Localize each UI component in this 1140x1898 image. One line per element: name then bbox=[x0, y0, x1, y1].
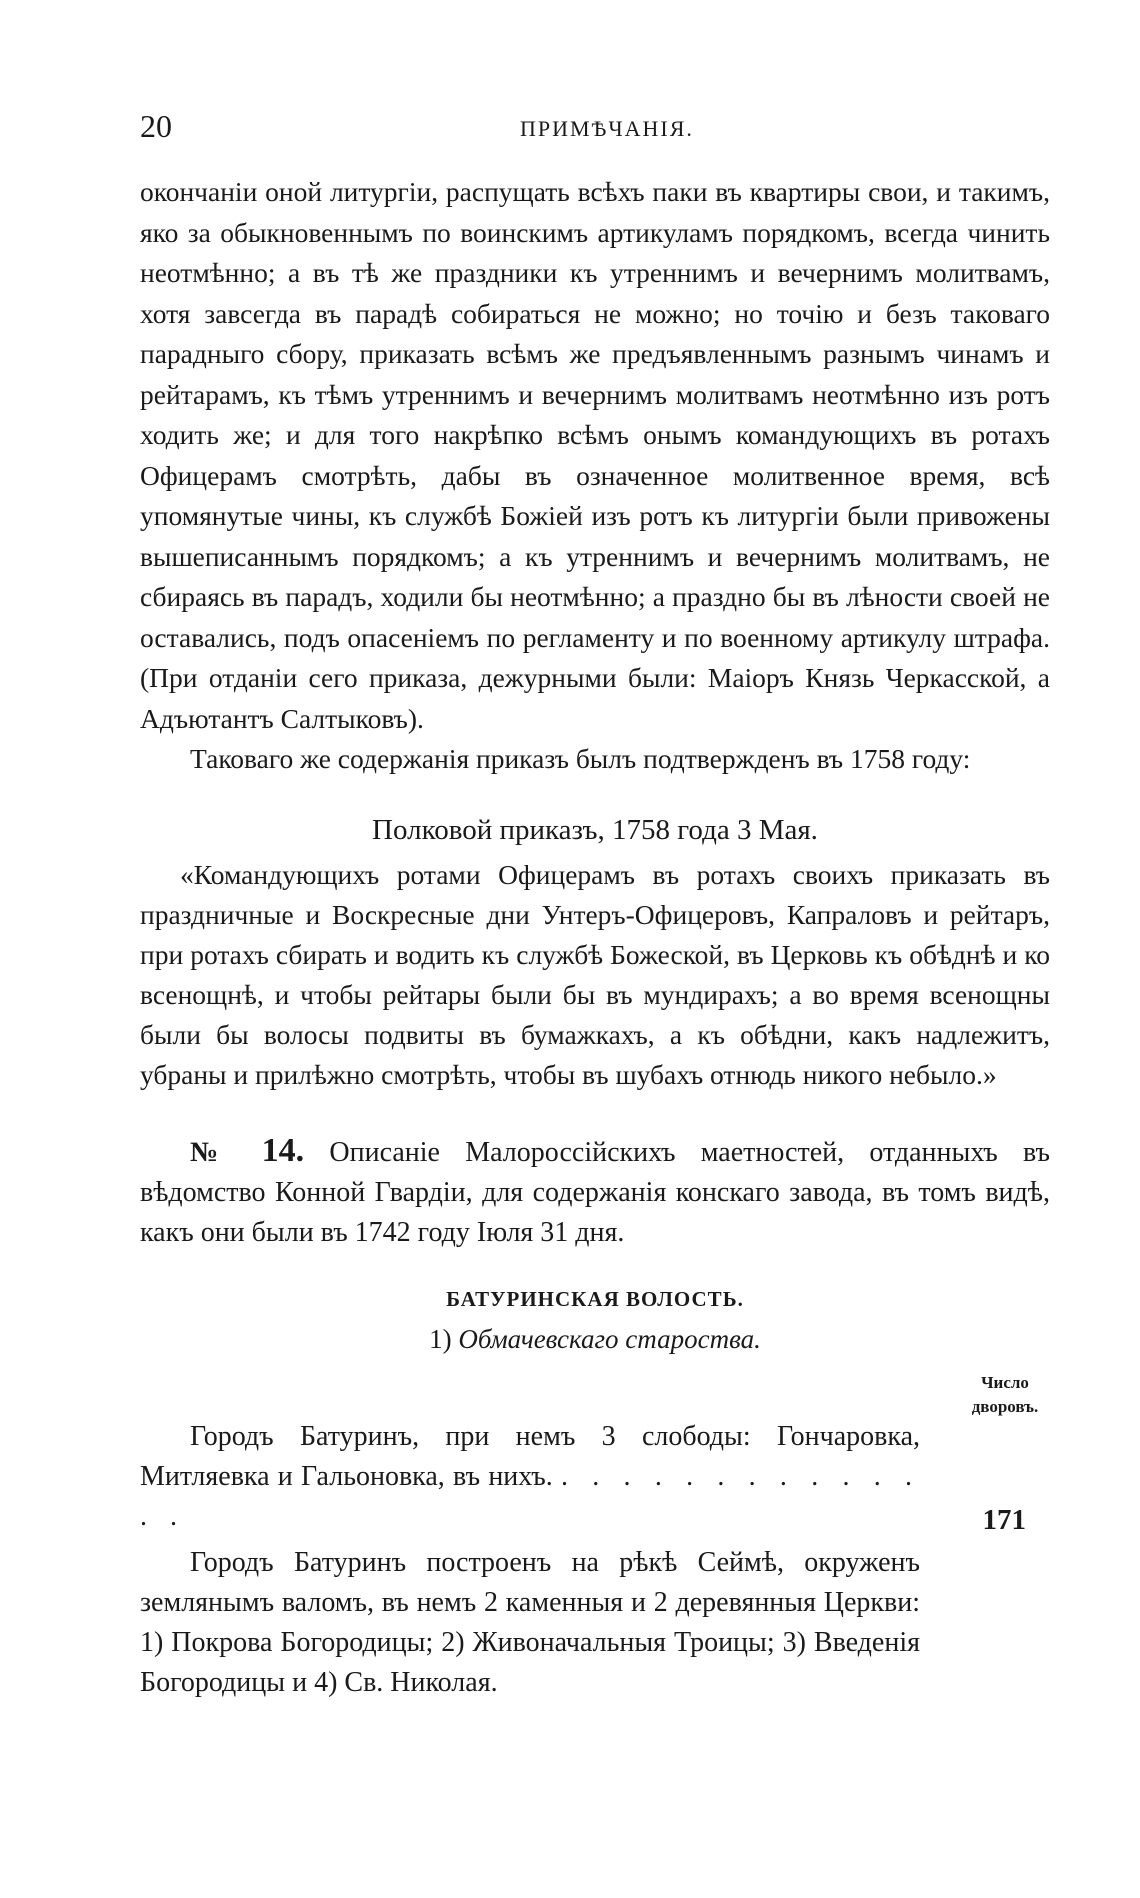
town-description: Городъ Батуринъ построенъ на рѣкѣ Сеймѣ, окруженъ землянымъ валомъ, въ немъ 2 каменныя и 2 деревянныя Церкви: 1) Покрова Богородицы; 2) Живоначальныя Троицы; 3) Введенія Богородицы и 4) Св. Николая. bbox=[140, 1546, 920, 1698]
number-spacer bbox=[236, 1137, 261, 1168]
households-entry bbox=[140, 1372, 1050, 1537]
households-count: 171 bbox=[982, 1503, 1026, 1536]
volost-heading: БАТУРИНСКАЯ ВОЛОСТЬ. bbox=[446, 1286, 744, 1311]
order-heading: Полковой приказъ, 1758 года 3 Мая. bbox=[372, 813, 818, 846]
entry-text bbox=[140, 1417, 920, 1537]
page-number: 20 bbox=[140, 108, 172, 144]
continued-paragraph: окончаніи оной литургіи, распущать всѣхъ паки въ квартиры свои, и такимъ, яко за обыкновеннымъ по воинскимъ артикуламъ порядкомъ, всегда чинить неотмѣнно; а въ тѣ же праздники къ утреннимъ и вечернимъ молитвамъ, хотя завсегда въ парадѣ собираться не можно; но точію и безъ таковаго парадныго сбору, приказать всѣмъ же предъявленнымъ разнымъ чинамъ и рейтарамъ, къ тѣмъ утреннимъ и вечернимъ молитвамъ неотмѣнно изъ ротъ ходить же; и для того накрѣпко всѣмъ онымъ командующихъ въ ротахъ Офицерамъ смотрѣть, дабы въ означенное молитвенное время, всѣ упомянутые чины, къ службѣ Божіей изъ ротъ къ литургіи были привожены вышеписаннымъ порядкомъ; а къ утреннимъ и вечернимъ молитвамъ, не сбираясь въ парадъ, ходили бы неотмѣнно; а праздно бы въ лѣности своей не оставались, подъ опасеніемъ по регламенту и по военному артикулу штрафа. (При отданіи сего приказа, дежурными были: Маіоръ Князь Черкасской, а Адъютантъ Салтыковъ). bbox=[140, 176, 1050, 734]
number-sign: № bbox=[190, 1136, 237, 1168]
starostvo-number: 1) bbox=[429, 1323, 452, 1354]
starostvo-heading bbox=[140, 1324, 1050, 1355]
column-header-line-2: дворовъ. bbox=[971, 1396, 1039, 1416]
confirmation-paragraph: Таковаго же содержанія приказъ былъ подтвержденъ въ 1758 году: bbox=[190, 743, 971, 774]
document-title-text: Описаніе Малороссійскихъ маетностей, отданныхъ въ вѣдомство Конной Гвардіи, для содержанія конскаго завода, въ томъ видѣ, какъ они были въ 1742 году Іюля 31 дня. bbox=[140, 1136, 1050, 1248]
column-header bbox=[960, 1371, 1050, 1419]
title-spacer bbox=[304, 1137, 329, 1168]
page-body bbox=[140, 172, 1050, 1703]
order-quote: «Командующихъ ротами Офицерамъ въ ротахъ своихъ приказать въ праздничные и Воскресные дни Унтеръ-Офицеровъ, Капраловъ и рейтаръ, при ротахъ сбирать и водить къ службѣ Божеской, въ Церковь къ обѣднѣ и ко всенощнѣ, и чтобы рейтары были бы въ мундирахъ; а во время всенощны были бы волосы подвиты въ бумажкахъ, а къ обѣдни, какъ надлежитъ, убраны и прилѣжно смотрѣть, чтобы въ шубахъ отнюдь никого небыло.» bbox=[140, 858, 1050, 1090]
leader-dots: . . . . . . . . . . . . . . bbox=[140, 1460, 921, 1532]
running-title: ПРИМѢЧАНІЯ. bbox=[520, 116, 694, 141]
column-header-line-1: Число bbox=[981, 1372, 1029, 1392]
document-title bbox=[140, 1131, 1050, 1253]
entry-description: Городъ Батуринъ, при немъ 3 слободы: Гончаровка, Митляевка и Гальоновка, въ нихъ. bbox=[140, 1420, 920, 1492]
document-number: 14. bbox=[261, 1131, 305, 1169]
page-header bbox=[140, 108, 1040, 148]
starostvo-name: Обмачевскаго староства. bbox=[458, 1323, 761, 1354]
